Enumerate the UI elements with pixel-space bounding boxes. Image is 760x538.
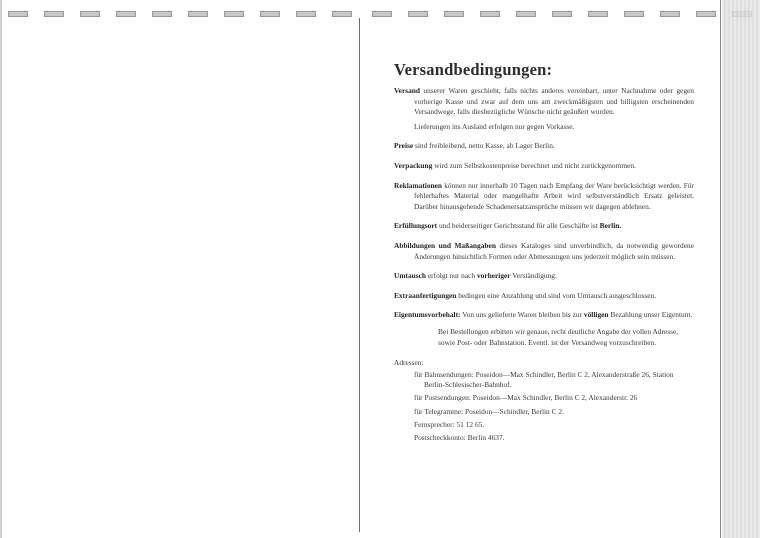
shipping-terms	[394, 60, 694, 446]
section-erfuellungsort	[394, 221, 694, 232]
binding-hole	[408, 11, 428, 17]
page-stack-edge	[722, 0, 760, 538]
binding-hole	[152, 11, 172, 17]
binding-hole	[188, 11, 208, 17]
addresses-heading: Adressen:	[394, 358, 424, 368]
section-extraanfertigungen	[394, 291, 694, 302]
section-text-end: Verständigung.	[510, 271, 557, 281]
binding-hole	[480, 11, 500, 17]
section-text: unserer Waren geschieht, falls nichts anderes vereinbart, unter Nachnahme oder gegen vorherige Kasse und zwar auf dem uns am zweckmäßigsten und billigsten erscheinenden Versandwege, falls diesbezügliche Wünsche nicht geäußert wurden.	[414, 86, 694, 117]
section-emphasis: Berlin.	[599, 221, 622, 231]
section-label: Extraanfertigungen	[394, 290, 457, 300]
section-emphasis: vorheriger	[476, 271, 511, 281]
address-rail: für Bahnsendungen: Poseidon—Max Schindler, Berlin C 2, Alexanderstraße 26, Station Berlin-Schlesischer-Bahnhof.	[414, 369, 674, 390]
section-label: Verpackung	[394, 160, 433, 170]
page-left-edge	[0, 0, 2, 538]
section-emphasis: völligen	[583, 310, 609, 320]
binding-hole	[260, 11, 280, 17]
section-label: Eigentumsvorbehalt:	[394, 310, 461, 320]
section-lieferungen: Lieferungen ins Ausland erfolgen nur gegen Vorkasse.	[414, 121, 575, 131]
section-text-end: Bezahlung unser Eigentum.	[608, 310, 693, 320]
spiral-binding	[0, 0, 760, 24]
page-title: Versandbedingungen:	[394, 60, 553, 79]
binding-hole	[696, 11, 716, 17]
section-text: können nur innerhalb 10 Tagen nach Empfang der Ware berücksichtigt werden. Für fehlerhaftes Material oder mangelhafte Arbeit wird selbstverständlich Ersatz geleistet. Darüber hinausgehende Schadenersatzansprüche müssen wir dagegen ablehnen.	[414, 180, 694, 211]
section-label: Preise	[394, 141, 414, 151]
page-fold-line	[359, 18, 360, 532]
binding-hole	[588, 11, 608, 17]
binding-hole	[224, 11, 244, 17]
section-text: Von uns gelieferte Waren bleiben bis zur	[460, 310, 584, 320]
section-reklamationen	[394, 181, 694, 213]
section-text: wird zum Selbstkostenpreise berechnet und nicht zurückgenommen.	[432, 160, 636, 170]
section-text: erfolgt nur nach	[426, 271, 477, 281]
binding-hole	[516, 11, 536, 17]
address-phone: Fernsprecher: 51 12 65.	[414, 419, 485, 429]
section-label: Erfüllungsort	[394, 221, 438, 231]
section-label: Umtausch	[394, 271, 427, 281]
section-text: dieses Kataloges sind unverbindlich, da notwendig gewordene Änderungen hinsichtlich Formen oder Abmessungen uns jederzeit möglich sein müssen.	[414, 240, 694, 261]
binding-hole	[332, 11, 352, 17]
page-right-border	[720, 0, 721, 538]
section-eigentumsvorbehalt	[394, 310, 694, 321]
binding-hole	[296, 11, 316, 17]
address-postal-check: Postscheckkonto: Berlin 4637.	[414, 433, 505, 443]
section-umtausch	[394, 271, 694, 282]
order-instructions: Bei Bestellungen erbitten wir genaue, recht deutliche Angabe der vollen Adresse, sowie Post- oder Bahnstation. Eventl. ist der Versandweg vorzuschreiben.	[438, 326, 679, 347]
binding-hole	[372, 11, 392, 17]
binding-hole	[116, 11, 136, 17]
section-label: Reklamationen	[394, 180, 443, 190]
binding-hole	[444, 11, 464, 17]
section-abbildungen	[394, 241, 694, 262]
binding-hole	[660, 11, 680, 17]
section-label: Abbildungen und Maßangaben	[394, 240, 496, 250]
binding-hole	[80, 11, 100, 17]
section-versand	[394, 86, 694, 118]
address-telegram: für Telegramme: Poseidon—Schindler, Berlin C 2.	[414, 406, 564, 416]
section-label: Versand	[394, 86, 421, 95]
binding-hole	[624, 11, 644, 17]
section-text: bedingen eine Anzahlung und sind vom Umtausch ausgeschlossen.	[456, 290, 657, 300]
section-text: sind freibleibend, netto Kasse, ab Lager Berlin.	[413, 141, 555, 151]
section-preise	[394, 141, 694, 152]
binding-hole	[8, 11, 28, 17]
section-text: und beiderseitiger Gerichtsstand für alle Geschäfte ist	[437, 221, 600, 231]
address-post: für Postsendungen: Poseidon—Max Schindler, Berlin C 2, Alexanderstr. 26	[414, 393, 638, 403]
binding-hole	[552, 11, 572, 17]
section-verpackung	[394, 161, 694, 172]
binding-hole	[44, 11, 64, 17]
